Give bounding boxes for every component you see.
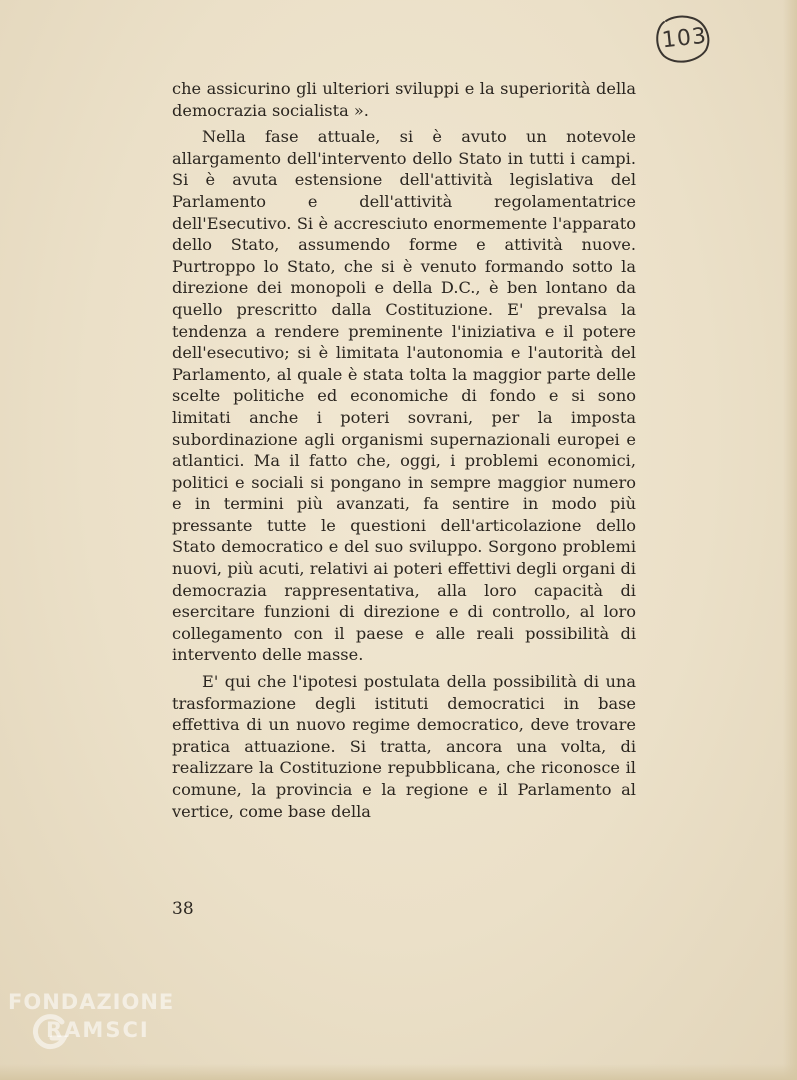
body-text — [172, 78, 636, 822]
watermark-logo — [8, 990, 208, 1070]
handwritten-page-annotation — [650, 12, 712, 68]
page-number: 38 — [172, 899, 194, 919]
paragraph-fase-attuale: Nella fase attuale, si è avuto un notevole allargamento dell'intervento dello Stato in tutti i campi. Si è avuta estensione dell'attività legislativa del Parlamento e dell'attività regolamentatrice dell'Esecutivo. Si è accresciuto enormemente l'apparato dello Stato, assumendo forme e attività nuove. Purtroppo lo Stato, che si è venuto formando sotto la direzione dei monopoli e della D.C., è ben lontano da quello prescritto dalla Costituzione. E' prevalsa la tendenza a rendere preminente l'iniziativa e il potere dell'esecutivo; si è limitata l'autonomia e l'autorità del Parlamento, al quale è stata tolta la maggior parte delle scelte politiche ed economiche di fondo e si sono limitati anche i poteri sovrani, per la imposta subordinazione agli organismi supernazionali europei e atlantici. Ma il fatto che, oggi, i problemi economici, politici e sociali si pongano in sempre maggior numero e in termini più avanzati, fa sentire in modo più pressante tutte le questioni dell'articolazione dello Stato democratico e del suo sviluppo. Sorgono problemi nuovi, più acuti, relativi ai poteri effettivi degli organi di democrazia rappresentativa, alla loro capacità di esercitare funzioni di direzione e di controllo, al loro collegamento con il paese e alle reali possibilità di intervento delle masse. — [172, 127, 636, 665]
watermark-line2: RAMSCI — [46, 1018, 150, 1042]
paragraph-ipotesi: E' qui che l'ipotesi postulata della possibilità di una trasformazione degli istituti democratici in base effettiva di un nuovo regime democratico, deve trovare pratica attuazione. Si tratta, ancora una volta, di realizzare la Costituzione repubblicana, che riconosce il comune, la provincia e la regione e il Parlamento al vertice, come base della — [172, 672, 636, 821]
page-edge-shadow — [783, 0, 797, 1080]
watermark-line1: FONDAZIONE — [8, 990, 175, 1014]
annotation-number: 103 — [660, 23, 709, 54]
paragraph-continuation: che assicurino gli ulteriori sviluppi e la superiorità della democrazia socialista ». — [172, 79, 636, 120]
